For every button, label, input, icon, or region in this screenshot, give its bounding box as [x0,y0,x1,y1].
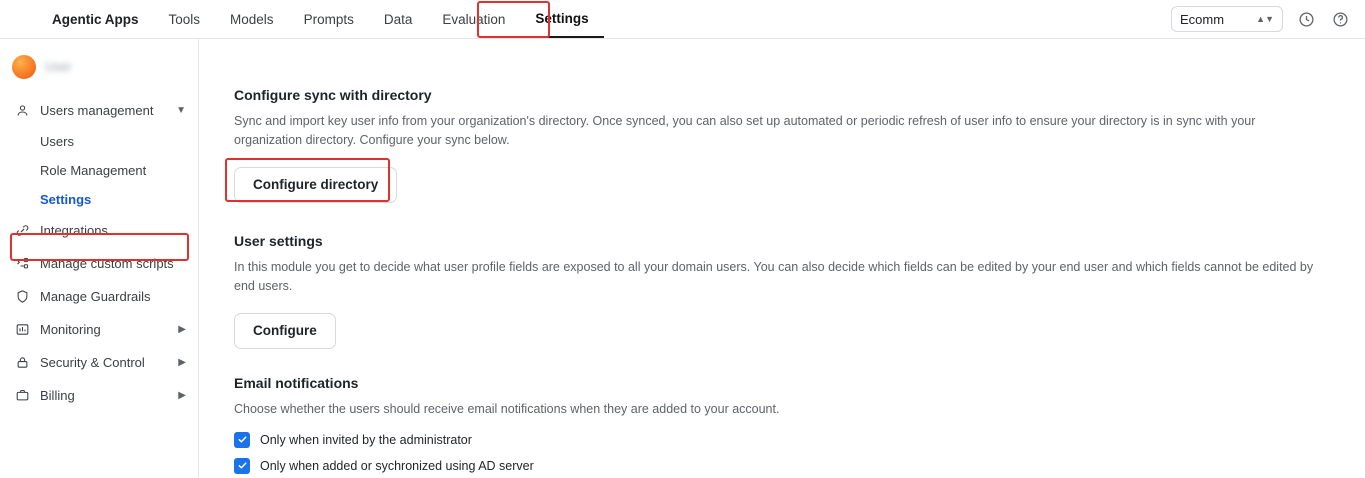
configure-directory-button[interactable]: Configure directory [234,167,397,203]
script-icon [14,256,30,272]
briefcase-icon [14,388,30,404]
nav-item-label: Models [230,11,274,27]
nav-item-label: Tools [168,11,201,27]
configure-sync-title: Configure sync with directory [234,87,432,103]
user-settings-section [234,233,1321,349]
sidebar-item-manage-guardrails[interactable] [0,280,198,313]
sidebar-sub-label: Settings [40,192,92,207]
nav-item-data[interactable] [369,0,428,38]
checkbox-added-or-synchronized-ad-server[interactable] [234,458,250,474]
help-icon[interactable] [1329,8,1351,30]
sidebar-item-users[interactable] [0,127,198,156]
sidebar-item-security-and-control[interactable] [0,346,198,379]
sidebar-item-role-management[interactable] [0,156,198,185]
page-body [0,39,1365,478]
configure-directory-button-wrapper [234,167,397,203]
top-nav-items [40,0,604,38]
configure-sync-description: Sync and import key user info from your organization's directory. Once synced, you can also set up automated or periodic refresh of user info to ensure your directory is in sync with your organization directory. Configure your sync below. [234,114,1256,148]
user-settings-title: User settings [234,232,323,249]
nav-item-settings[interactable] [520,0,603,38]
user-icon [14,103,30,119]
email-option-invited-row[interactable] [234,432,1321,448]
configure-button[interactable]: Configure [234,313,336,349]
sidebar-item-settings[interactable] [0,185,198,214]
nav-item-evaluation[interactable] [427,0,520,38]
lock-icon [14,355,30,371]
sidebar-group-users-management[interactable] [0,94,198,127]
sidebar-item-integrations[interactable] [0,214,198,247]
email-option-label: Only when invited by the administrator [260,432,472,447]
email-option-ad-sync-row[interactable] [234,458,1321,474]
sidebar-item-monitoring[interactable] [0,313,198,346]
sidebar-item-label: Manage custom scripts [40,256,174,271]
email-option-label: Only when added or sychronized using AD server [260,458,534,473]
sidebar-group-label: Users management [40,103,154,118]
sidebar-item-label: Security & Control [40,355,145,370]
nav-item-label: Data [383,11,413,27]
link-icon [14,223,30,239]
chevron-down-icon: ▼ [176,105,186,116]
org-selector[interactable] [1171,6,1283,32]
nav-item-label: Evaluation [442,11,506,27]
chevron-updown-icon: ▲▼ [1256,13,1274,24]
sidebar [0,39,199,478]
sidebar-user-row[interactable] [0,39,198,94]
sidebar-item-manage-custom-scripts[interactable] [0,247,198,280]
email-notifications-section [234,375,1321,474]
sidebar-sub-label: Role Management [40,163,147,178]
sidebar-item-label: Integrations [40,223,108,238]
nav-brand-label: Agentic Apps [52,11,139,27]
shield-icon [14,289,30,305]
sidebar-sub-label: Users [40,134,74,149]
email-notifications-title: Email notifications [234,374,359,391]
nav-item-prompts[interactable] [289,0,369,38]
nav-item-models[interactable] [215,0,289,38]
monitor-icon [14,322,30,338]
top-navigation-bar [0,0,1365,39]
sidebar-item-label: Billing [40,388,75,403]
sidebar-item-label: Manage Guardrails [40,289,151,304]
chevron-right-icon: ▶ [178,357,186,368]
sidebar-item-label: Monitoring [40,322,101,337]
configure-sync-section [234,87,1321,203]
org-selector-value: Ecomm [1180,11,1225,27]
chevron-right-icon: ▶ [178,324,186,335]
email-notifications-description: Choose whether the users should receive email notifications when they are added to your account. [234,401,780,416]
nav-item-label: Prompts [303,11,354,27]
main-content [199,39,1365,478]
checkbox-invited-by-administrator[interactable] [234,432,250,448]
avatar [12,55,36,79]
sidebar-item-billing[interactable] [0,379,198,412]
nav-item-agentic-apps[interactable] [40,0,154,38]
nav-item-tools[interactable] [154,0,216,38]
history-icon[interactable] [1295,8,1317,30]
user-settings-description: In this module you get to decide what user profile fields are exposed to all your domain users. You can also decide which fields can be edited by your end user and which fields cannot be edited by end users. [234,259,1314,294]
top-bar-right-controls [1171,6,1351,32]
nav-item-label: Settings [535,10,589,26]
chevron-right-icon: ▶ [178,390,186,401]
sidebar-user-name: User [45,59,72,74]
